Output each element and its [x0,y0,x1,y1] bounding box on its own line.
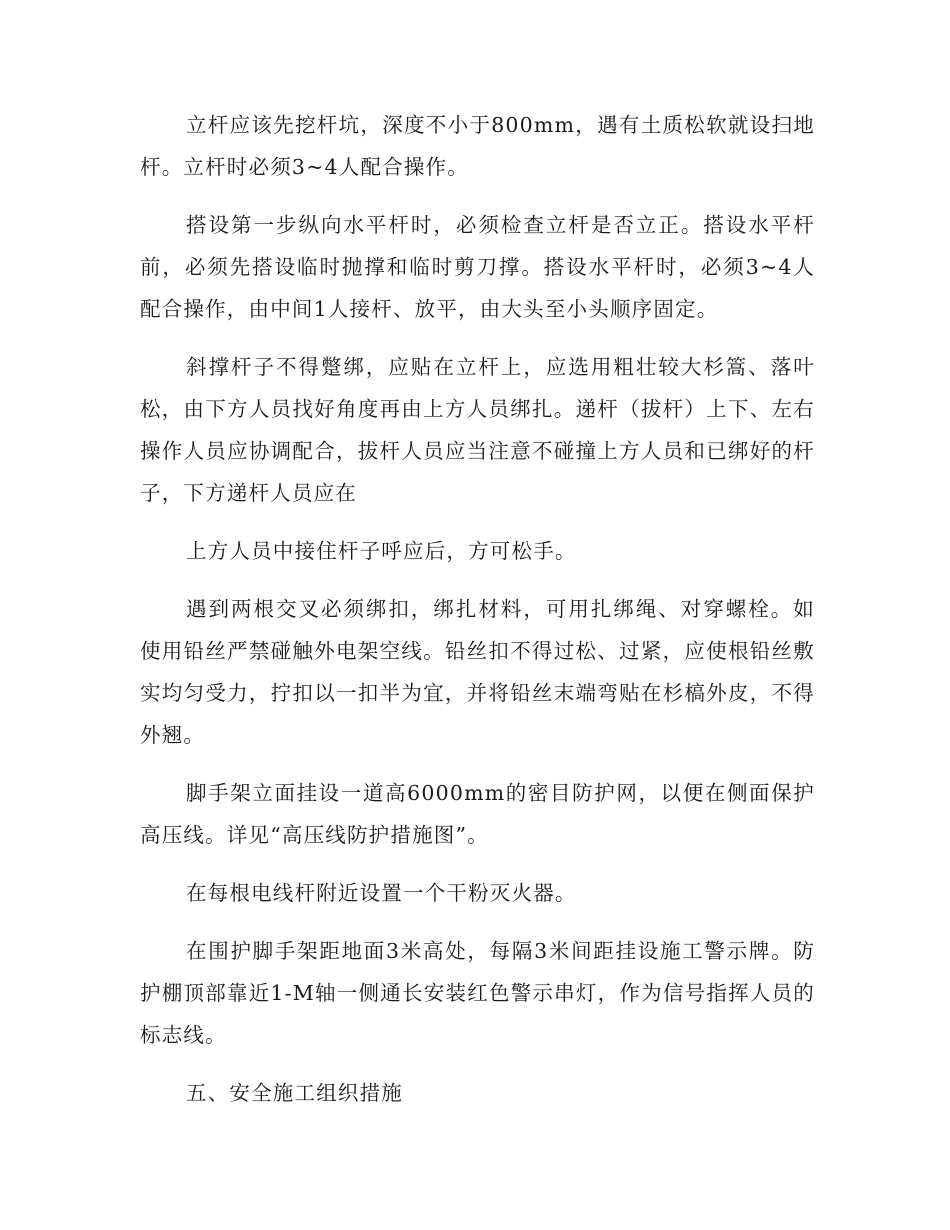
paragraph-release-pole: 上方人员中接住杆子呼应后，方可松手。 [186,539,577,563]
paragraph-fire-extinguisher: 在每根电线杆附近设置一个干粉灭火器。 [186,881,577,905]
document-body [140,104,815,1130]
paragraph-pole-erection: 立杆应该先挖杆坑，深度不小于800mm，遇有土质松软就设扫地杆。立杆时必须3~4人配合操作。 [140,113,815,179]
paragraph-warning-signs: 在围护脚手架距地面3米高处，每隔3米间距挂设施工警示牌。防护棚顶部靠近1-M轴一侧通长安装红色警示串灯，作为信号指挥人员的标志线。 [140,939,815,1047]
paragraph-cross-binding: 遇到两根交叉必须绑扣，绑扎材料，可用扎绑绳、对穿螺栓。如使用铅丝严禁碰触外电架空线。铅丝扣不得过松、过紧，应使根铅丝敷实均匀受力，拧扣以一扣半为宜，并将铅丝末端弯贴在杉槁外皮，不得外翘。 [140,597,815,747]
paragraph-horizontal-bar: 搭设第一步纵向水平杆时，必须检查立杆是否立正。搭设水平杆前，必须先搭设临时抛撑和临时剪刀撑。搭设水平杆时，必须3~4人配合操作，由中间1人接杆、放平，由大头至小头顺序固定。 [140,213,815,321]
paragraph-safety-net: 脚手架立面挂设一道高6000mm的密目防护网，以便在侧面保护高压线。详见“高压线防护措施图”。 [140,781,815,847]
section-heading: 五、安全施工组织措施 [186,1081,403,1105]
paragraph-diagonal-brace: 斜撑杆子不得蹩绑，应贴在立杆上，应选用粗壮较大杉篙、落叶松，由下方人员找好角度再由上方人员绑扎。递杆（拔杆）上下、左右操作人员应协调配合，拔杆人员应当注意不碰撞上方人员和已绑好的杆子，下方递杆人员应在 [140,355,815,505]
